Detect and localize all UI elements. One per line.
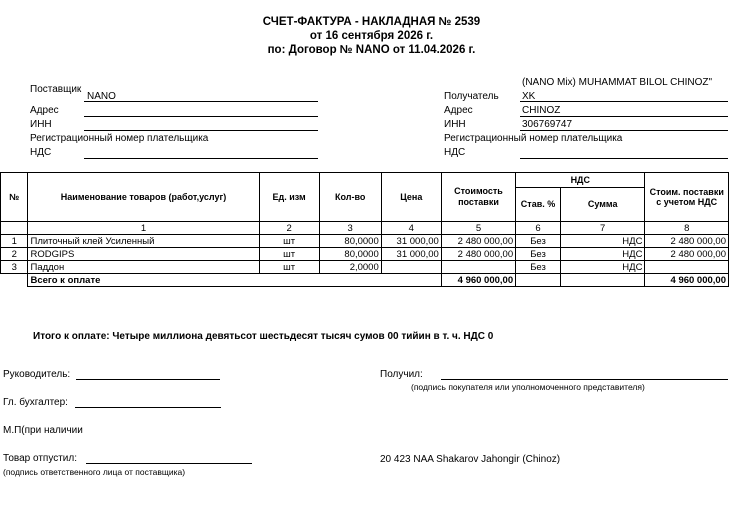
supplier-reg-label: Регистрационный номер плательщика [30,133,209,144]
document-date: от 16 сентября 2026 г. [309,30,434,42]
header-price: Цена [381,173,441,222]
recipient-inn: 306769747 [522,119,573,130]
column-number: 8 [645,222,729,235]
summary-text: Итого к оплате: Четыре миллиона девятьсот шестьдесят тысяч сумов 00 тийин в т. ч. НДС 0 [33,331,494,342]
supplier-address-label: Адрес [30,105,59,116]
supplier-name-line [84,101,318,102]
total-vat-sum-cell [560,274,645,287]
recipient-vat-line [520,158,728,159]
row-cost: 2 480 000,00 [441,235,515,248]
row-unit: шт [259,235,319,248]
total-empty-cell [1,274,28,287]
table-row [1,261,729,274]
header-unit: Ед. изм [259,173,319,222]
received-signature-line [441,379,728,380]
row-vat-sum: НДС [560,248,645,261]
row-unit: шт [259,261,319,274]
total-vat-rate-cell [516,274,561,287]
row-name: Паддон [28,261,259,274]
supplier-inn-line [84,130,318,131]
table-row [1,235,729,248]
total-with-vat: 4 960 000,00 [645,274,729,287]
column-number: 4 [381,222,441,235]
row-name: RODGIPS [28,248,259,261]
row-no: 1 [1,235,28,248]
header-no: № [1,173,28,222]
document-title: СЧЕТ-ФАКТУРА - НАКЛАДНАЯ № 2539 [262,16,481,28]
supplier-inn-label: ИНН [30,119,52,130]
recipient-name-line [520,101,728,102]
column-number: 2 [259,222,319,235]
stamp-label: М.П(при наличии [3,425,83,436]
recipient-label: Получатель [444,91,499,102]
supplier-vat-line [84,158,318,159]
row-vat-rate: Без [516,248,561,261]
released-signature-line [86,463,252,464]
director-label: Руководитель: [3,369,71,380]
row-price: 31 000,00 [381,248,441,261]
row-vat-sum: НДС [560,261,645,274]
row-vat-rate: Без [516,235,561,248]
received-label: Получил: [380,369,423,380]
director-signature-line [76,379,220,380]
recipient-name-line1: (NANO Mix) MUHAMMAT BILOL CHINOZ" [522,77,713,88]
recipient-name-line2: XK [522,91,536,102]
column-number: 1 [28,222,259,235]
column-number: 5 [441,222,515,235]
row-cost [441,261,515,274]
row-vat-sum: НДС [560,235,645,248]
column-number [1,222,28,235]
recipient-address-line [520,116,728,117]
row-total [645,261,729,274]
supplier-label: Поставщик [30,84,82,95]
row-price [381,261,441,274]
total-label: Всего к оплате [28,274,441,287]
recipient-inn-label: ИНН [444,119,466,130]
total-cost: 4 960 000,00 [441,274,515,287]
row-qty: 80,0000 [319,235,381,248]
row-no: 3 [1,261,28,274]
header-total: Стоим. поставки с учетом НДС [645,173,729,222]
column-numbers-row [1,222,729,235]
supplier-name: NANO [87,91,116,102]
row-price: 31 000,00 [381,235,441,248]
received-note: (подпись покупателя или уполномоченного представителя) [411,382,645,392]
row-unit: шт [259,248,319,261]
released-note: (подпись ответственного лица от поставщика) [3,467,186,477]
row-qty: 80,0000 [319,248,381,261]
invoice-table [0,172,729,287]
row-vat-rate: Без [516,261,561,274]
header-cost: Стоимость поставки [441,173,515,222]
supplier-address-line [84,116,318,117]
recipient-inn-line [520,130,728,131]
column-number: 3 [319,222,381,235]
recipient-address: CHINOZ [522,105,561,116]
table-row [1,248,729,261]
header-name: Наименование товаров (работ,услуг) [28,173,259,222]
header-qty: Кол-во [319,173,381,222]
recipient-address-label: Адрес [444,105,473,116]
recipient-reg-label: Регистрационный номер плательщика [444,133,623,144]
row-total: 2 480 000,00 [645,248,729,261]
column-number: 7 [560,222,645,235]
header-vat-rate: Став. % [516,188,561,222]
header-vat-sum: Сумма [560,188,645,222]
row-no: 2 [1,248,28,261]
row-cost: 2 480 000,00 [441,248,515,261]
total-row [1,274,729,287]
header-vat: НДС [516,173,645,188]
column-number: 6 [516,222,561,235]
document-contract: по: Договор № NANO от 11.04.2026 г. [267,44,476,56]
accountant-signature-line [75,407,221,408]
supplier-vat-label: НДС [30,147,52,158]
row-name: Плиточный клей Усиленный [28,235,259,248]
row-total: 2 480 000,00 [645,235,729,248]
released-label: Товар отпустил: [3,453,77,464]
recipient-vat-label: НДС [444,147,466,158]
accountant-label: Гл. бухгалтер: [3,397,68,408]
agent-name: 20 423 NAA Shakarov Jahongir (Chinoz) [380,454,561,465]
row-qty: 2,0000 [319,261,381,274]
